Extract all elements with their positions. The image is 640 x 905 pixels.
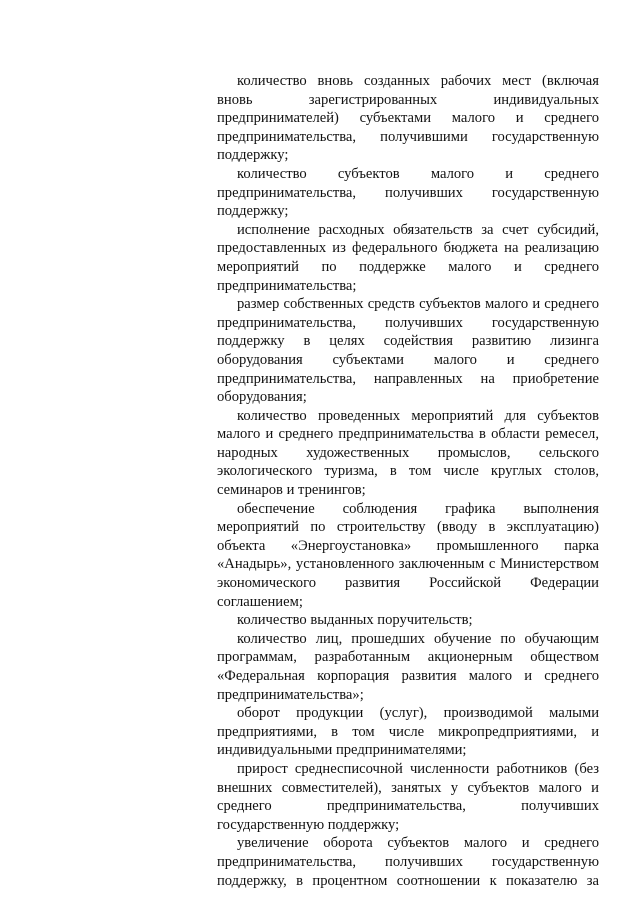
paragraph-construction-schedule: обеспечение соблюдения графика выполнения мероприятий по строительству (вводу в эксплуатацию) объекта «Энергоустановка» промышленного парка «Анадырь», установленного заключенным с Министерством экономического развития Российской Федерации соглашением;	[217, 500, 599, 610]
paragraph-turnover-small: оборот продукции (услуг), производимой малыми предприятиями, в том числе микропредприятиями, и индивидуальными предпринимателями;	[217, 705, 599, 759]
paragraph-crafts-events: количество проведенных мероприятий для субъектов малого и среднего предпринимательства в области ремесел, народных художественных промыслов, сельского экологического туризма, в том числе круглых столов, семинаров и тренингов;	[217, 407, 599, 499]
paragraph-leasing-funds: размер собственных средств субъектов малого и среднего предпринимательства, получивших государственную поддержку в целях содействия развитию лизинга оборудования субъектами малого и среднего предпринимательства, направленных на приобретение оборудования;	[217, 296, 599, 406]
paragraph-subsidy-execution: исполнение расходных обязательств за счет субсидий, предоставленных из федерального бюджета на реализацию мероприятий по поддержке малого и среднего предпринимательства;	[217, 221, 599, 294]
paragraph-new-jobs: количество вновь созданных рабочих мест (включая вновь зарегистрированных индивидуальных предпринимателей) субъектами малого и среднего предпринимательства, получившими государственную поддержку;	[217, 73, 599, 164]
paragraph-training: количество лиц, прошедших обучение по обучающим программам, разработанным акционерным обществом «Федеральная корпорация развития малого и среднего предпринимательства»;	[217, 630, 599, 703]
paragraph-turnover-increase: увеличение оборота субъектов малого и среднего предпринимательства, получивших государственную поддержку, в процентном соотношении к показателю за	[217, 835, 599, 889]
document-body	[217, 72, 599, 890]
paragraph-guarantees: количество выданных поручительств;	[237, 612, 473, 629]
paragraph-supported-entities: количество субъектов малого и среднего предпринимательства, получивших государственную поддержку;	[217, 165, 599, 220]
paragraph-employment-growth: прирост среднесписочной численности работников (без внешних совместителей), занятых у субъектов малого и среднего предпринимательства, получивших государственную поддержку;	[217, 760, 599, 833]
